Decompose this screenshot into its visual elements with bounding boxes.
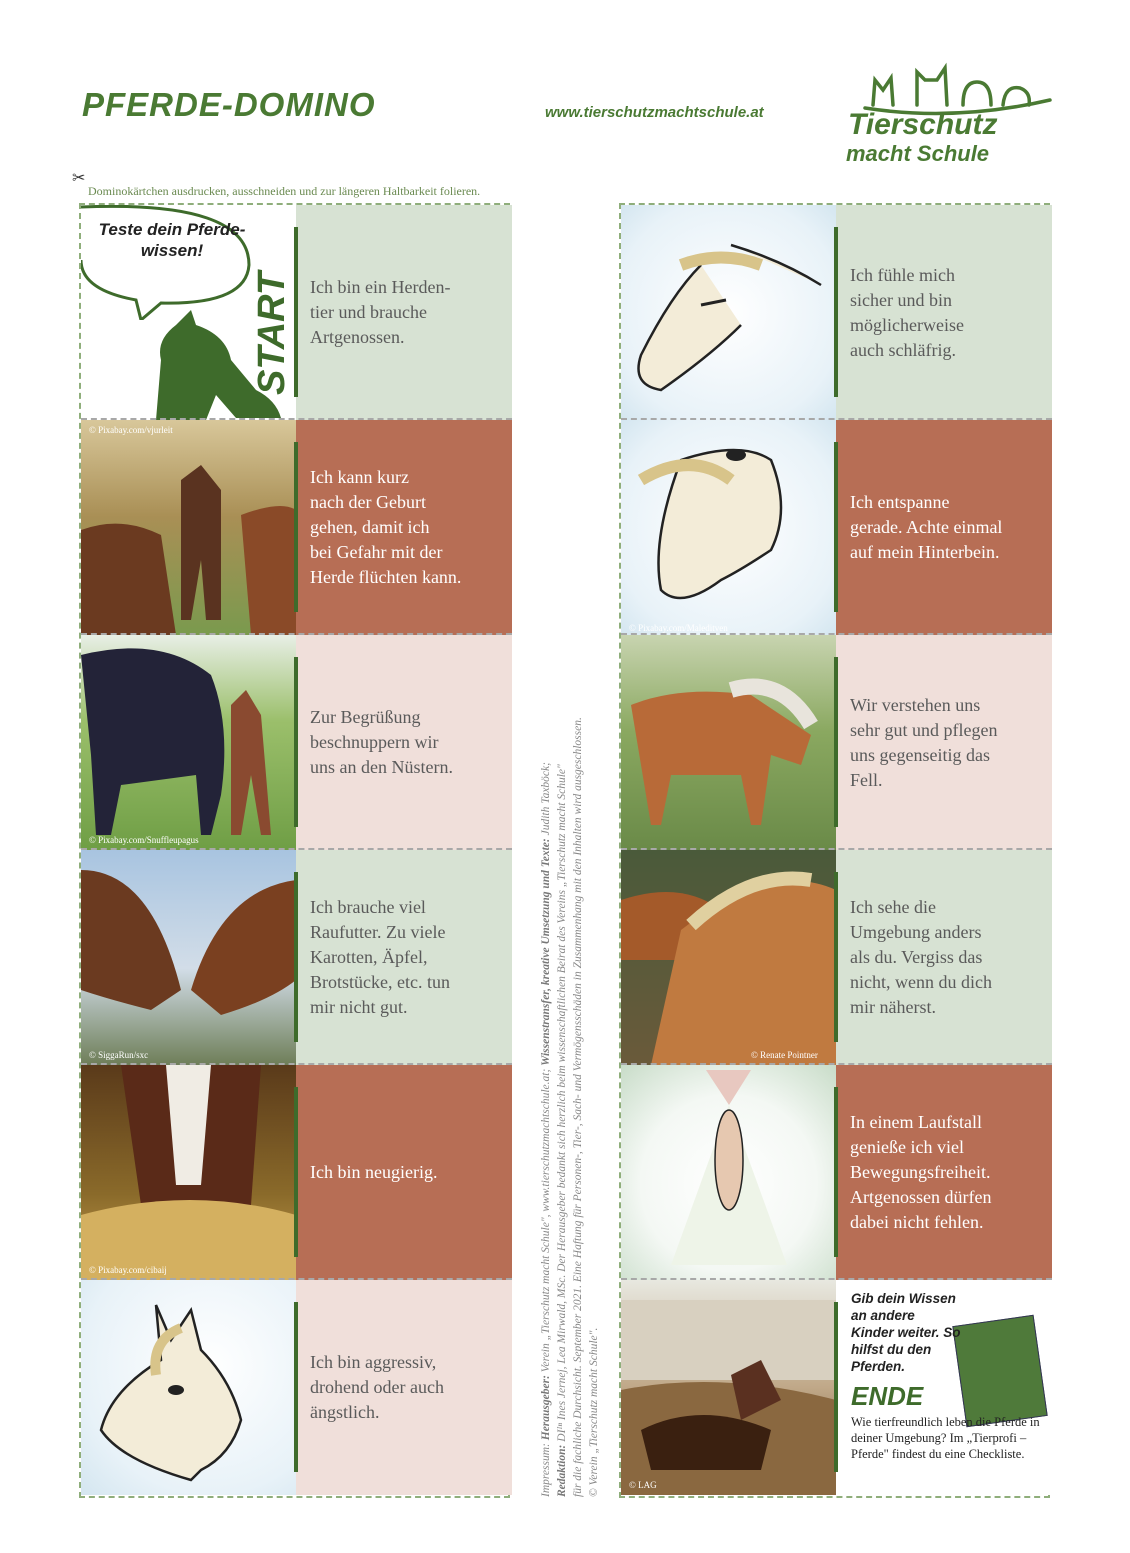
cut-line [621,418,1052,420]
logo-subline: macht Schule [846,141,990,166]
photo-mare-foal [81,635,296,850]
cut-line [81,1278,512,1280]
card-text: Ich sehe die Umgebung anders als du. Vergiss das nicht, wenn du dich mir näherst. [836,850,1052,1065]
card-divider-bar [294,872,298,1042]
photo-foal [81,420,296,635]
photo-credit: © Renate Pointner [751,1050,818,1060]
cut-line [81,848,512,850]
cut-line [621,1278,1052,1280]
illustration-horse-resting [621,420,836,635]
end-text-block [851,1290,1046,1462]
end-outro: Wie tierfreundlich leben die Pferde in deiner Umgebung? Im „Tierprofi – Pferde" findest du eine Checkliste. [851,1415,1040,1461]
card-divider-bar [294,442,298,612]
card-divider-bar [294,1302,298,1472]
card-text: Zur Begrüßung beschnuppern wir uns an den Nüstern. [296,635,512,850]
card-divider-bar [834,872,838,1042]
card-text: Ich bin aggressiv, drohend oder auch ängstlich. [296,1280,512,1495]
imprint-text: Impressum: Herausgeber: Verein „Tierschutz macht Schule", www.tierschutzmachtschule.at; Wissenstransfer, kreative Umsetzung und Texte: Judith Taxböck; Redaktion: DIᴵⁿ Ines Jernej, Lea Mirwald, MSc. Der Herausgeber bedankt sich herzlich beim wissenschaftlichen Beirat des Vereins „Tierschutz macht Schule" für die fachliche Durchsicht. September 2021. Eine Haftung für Personen-, Tier-, Sach- und Vermögensschäden in Zusammenhang mit den Inhalten wird ausgeschlossen. © Verein „Tierschutz macht Schule". [540,717,600,1497]
card-divider-bar [294,227,298,397]
card-text: Ich entspanne gerade. Achte einmal auf mein Hinterbein. [836,420,1052,635]
start-label: START [251,271,293,395]
card-divider-bar [834,442,838,612]
photo-loose-housing [621,1280,836,1495]
card-divider-bar [294,657,298,827]
illustration-horse-view-field [621,1065,836,1280]
cut-line [81,1063,512,1065]
photo-horses-greeting [81,850,296,1065]
cut-line [621,633,1052,635]
card-text: Ich fühle mich sicher und bin möglicherweise auch schläfrig. [836,205,1052,420]
card-divider-bar [834,227,838,397]
card-text: Wir verstehen uns sehr gut und pflegen uns gegenseitig das Fell. [836,635,1052,850]
page-title: PFERDE-DOMINO [82,86,376,123]
photo-credit: © Pixabay.com/vjurleit [89,425,173,435]
card-text: Ich kann kurz nach der Geburt gehen, damit ich bei Gefahr mit der Herde flüchten kann. [296,420,512,635]
photo-haflinger [621,635,836,850]
card-divider-bar [294,1087,298,1257]
card-text: In einem Laufstall genieße ich viel Bewegungsfreiheit. Artgenossen dürfen dabei nicht fehlen. [836,1065,1052,1280]
card-divider-bar [834,1302,838,1472]
photo-credit: © Pixabay.com/cibaij [89,1265,167,1275]
instruction-text: Dominokärtchen ausdrucken, ausschneiden und zur längeren Haltbarkeit folieren. [88,184,481,198]
photo-credit: © Pixabay.com/Snuffleupagus [89,835,199,845]
card-text: Ich bin neugierig. [296,1065,512,1280]
photo-horses-grooming [621,850,836,1065]
cut-line [81,633,512,635]
card-divider-bar [834,1087,838,1257]
logo-wordmark: Tierschutz [848,108,998,141]
cut-line [621,1063,1052,1065]
start-illustration [81,205,296,420]
card-divider-bar [834,657,838,827]
scissors-icon: ✂ [72,170,86,187]
photo-credit: © Pixabay.com/Maleditven [629,623,728,633]
cut-line [81,418,512,420]
photo-horse-hay [81,1065,296,1280]
end-intro: Gib dein Wissen an andere Kinder weiter. So hilfst du den Pferden. [851,1291,961,1374]
cut-line [621,848,1052,850]
card-text: Ich bin ein Herden- tier und brauche Artgenossen. [296,205,512,420]
domino-column-right [619,203,1050,1498]
photo-credit: © LAG [629,1480,657,1490]
website-url[interactable]: www.tierschutzmachtschule.at [545,104,764,121]
illustration-horse-relaxed [621,205,836,420]
end-label: ENDE [851,1381,924,1411]
start-bubble-text: Teste dein Pferde-wissen! [98,220,246,260]
illustration-horse-ears-back [81,1280,296,1495]
photo-credit: © SiggaRun/sxc [89,1050,149,1060]
card-text: Ich brauche viel Raufutter. Zu viele Karotten, Äpfel, Brotstücke, etc. tun mir nicht gut. [296,850,512,1065]
domino-column-left [79,203,510,1498]
